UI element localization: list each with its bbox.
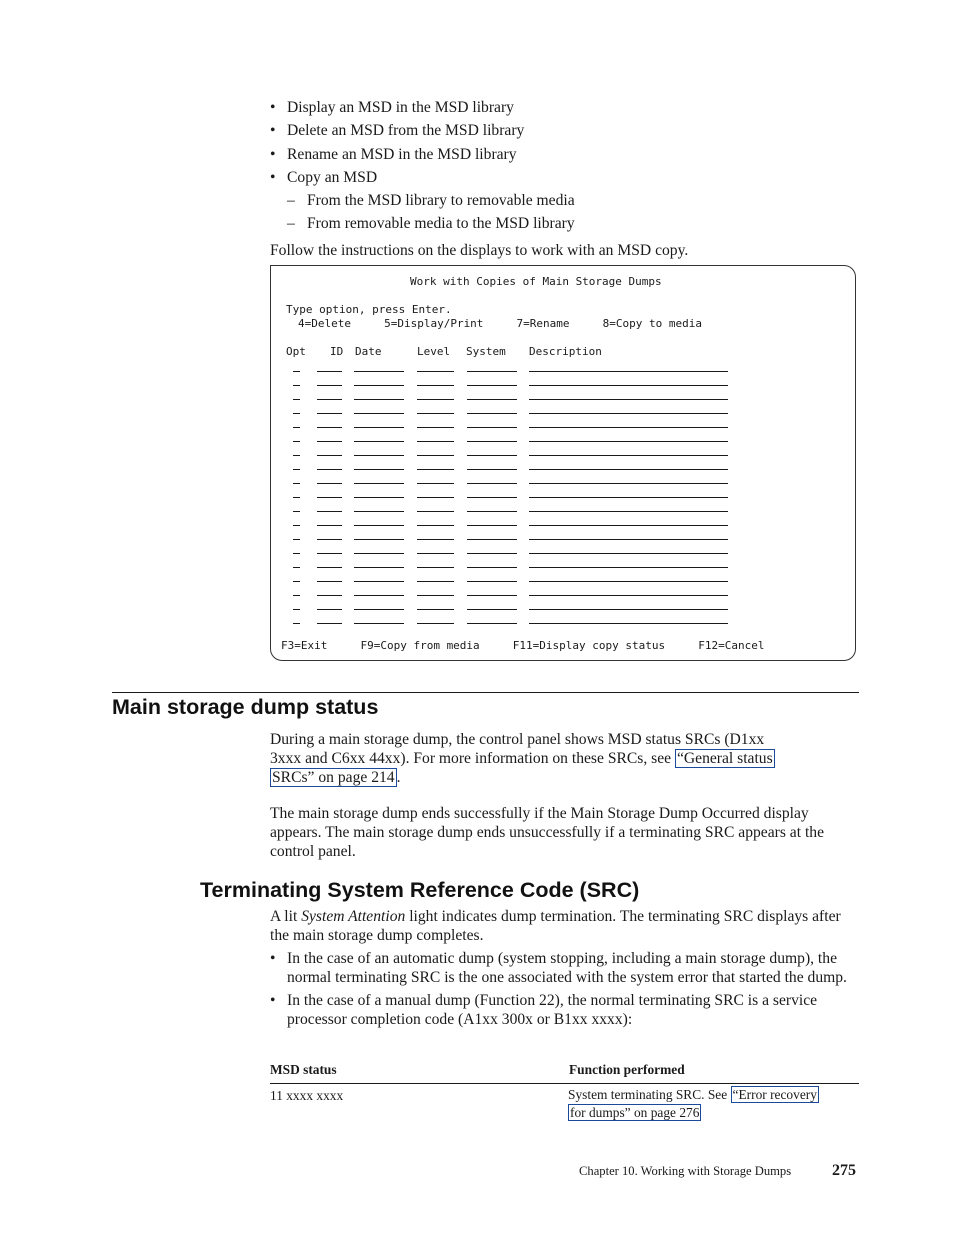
date-field [354,413,404,414]
list-item: • In the case of an automatic dump (system stopping, including a main storage dump), the normal terminating SRC is the one associated with the system error that started the dump. [270,950,860,988]
description-field [529,385,728,386]
dash-marker: – [287,192,295,210]
date-field [354,595,404,596]
date-field [354,371,404,372]
level-field [417,483,454,484]
opt-field [293,511,300,512]
id-field [317,581,342,582]
opt-field [293,623,300,624]
table-header-function: Function performed [569,1062,685,1077]
level-field [417,497,454,498]
id-field [317,427,342,428]
list-item: • Copy an MSD [270,166,575,189]
msd-task-list [270,96,575,236]
description-field [529,609,728,610]
system-field [467,441,517,442]
description-field [529,427,728,428]
date-field [354,441,404,442]
description-field [529,623,728,624]
date-field [354,497,404,498]
table-header-msd-status: MSD status [270,1062,337,1077]
list-item: • Rename an MSD in the MSD library [270,143,575,166]
opt-field [293,385,300,386]
level-field [417,609,454,610]
opt-field [293,413,300,414]
list-item: • Display an MSD in the MSD library [270,96,575,119]
col-header-system: System [466,345,506,358]
table-cell-function [568,1086,860,1121]
id-field [317,539,342,540]
system-field [467,623,517,624]
level-field [417,371,454,372]
level-field [417,567,454,568]
col-header-level: Level [417,345,451,358]
link-error-recovery-page[interactable]: for dumps” on page 276 [570,1104,700,1120]
system-field [467,595,517,596]
level-field [417,581,454,582]
link-general-status[interactable]: “General status [676,749,773,767]
system-field [467,455,517,456]
dump-type-list [270,950,860,1034]
date-field [354,427,404,428]
description-field [529,483,728,484]
screen-options: 4=Delete 5=Display/Print 7=Rename 8=Copy to media [298,317,702,330]
date-field [354,623,404,624]
date-field [354,609,404,610]
subsection-heading: Terminating System Reference Code (SRC) [200,878,640,902]
system-field [467,399,517,400]
date-field [354,567,404,568]
level-field [417,413,454,414]
system-field [467,371,517,372]
opt-field [293,609,300,610]
level-field [417,469,454,470]
id-field [317,441,342,442]
date-field [354,455,404,456]
link-error-recovery[interactable]: “Error recovery [732,1087,817,1102]
opt-field [293,427,300,428]
date-field [354,385,404,386]
description-field [529,497,728,498]
system-field [467,539,517,540]
opt-field [293,371,300,372]
text: A lit [270,908,302,925]
system-field [467,385,517,386]
level-field [417,511,454,512]
list-item: • In the case of a manual dump (Function 22), the normal terminating SRC is a service processor completion code (A1xx 300x or B1xx xxxx): [270,992,860,1030]
col-header-opt: Opt [286,345,306,358]
description-field [529,581,728,582]
screen-title: Work with Copies of Main Storage Dumps [410,275,662,288]
sub-list-item [270,212,575,235]
id-field [317,371,342,372]
id-field [317,399,342,400]
level-field [417,455,454,456]
opt-field [293,469,300,470]
function-keys: F3=Exit F9=Copy from media F11=Display copy status F12=Cancel [281,639,765,652]
link-general-status-page[interactable]: SRCs” on page 214 [272,768,395,786]
system-field [467,469,517,470]
system-field [467,553,517,554]
opt-field [293,497,300,498]
italic-term: System Attention [301,908,406,925]
system-field [467,609,517,610]
description-field [529,441,728,442]
text: 3xxx and C6xx 44xx). For more information on these SRCs, see [270,749,675,767]
opt-field [293,595,300,596]
date-field [354,553,404,554]
description-field [529,595,728,596]
opt-field [293,581,300,582]
paragraph: The main storage dump ends successfully if the Main Storage Dump Occurred display appears. The main storage dump ends unsuccessfully if a terminating SRC appears at the control panel. [270,805,825,860]
description-field [529,511,728,512]
description-field [529,469,728,470]
text: System terminating SRC. See [568,1087,731,1102]
date-field [354,581,404,582]
description-field [529,553,728,554]
footer-chapter: Chapter 10. Working with Storage Dumps [579,1164,792,1178]
opt-field [293,441,300,442]
system-field [467,525,517,526]
date-field [354,469,404,470]
level-field [417,441,454,442]
paragraph [270,731,860,787]
sub-item-text: From removable media to the MSD library [307,215,575,233]
col-header-description: Description [529,345,602,358]
id-field [317,385,342,386]
system-field [467,511,517,512]
opt-field [293,567,300,568]
sub-list-item [270,189,575,212]
date-field [354,483,404,484]
paragraph [270,908,860,946]
opt-field [293,539,300,540]
description-field [529,455,728,456]
id-field [317,469,342,470]
level-field [417,385,454,386]
col-header-date: Date [355,345,382,358]
description-field [529,413,728,414]
opt-field [293,553,300,554]
text: . [396,768,401,786]
text: light indicates dump termination. The terminating SRC displays after the main storage dump completes. [270,908,841,944]
text: During a main storage dump, the control panel shows MSD status SRCs (D1xx [270,731,765,748]
level-field [417,399,454,400]
opt-field [293,399,300,400]
system-field [467,567,517,568]
system-field [467,413,517,414]
id-field [317,497,342,498]
level-field [417,623,454,624]
opt-field [293,483,300,484]
id-field [317,511,342,512]
system-field [467,581,517,582]
section-rule [112,692,859,693]
level-field [417,525,454,526]
sub-item-text: From the MSD library to removable media [307,192,575,210]
description-field [529,539,728,540]
system-field [467,497,517,498]
level-field [417,539,454,540]
level-field [417,553,454,554]
id-field [317,483,342,484]
id-field [317,567,342,568]
id-field [317,525,342,526]
dash-marker: – [287,215,295,233]
table-cell-msd-status: 11 xxxx xxxx [270,1088,344,1103]
description-field [529,567,728,568]
section-heading: Main storage dump status [112,695,379,719]
system-field [467,483,517,484]
opt-field [293,455,300,456]
follow-instructions-text: Follow the instructions on the displays to work with an MSD copy. [270,242,689,259]
screen-instruction: Type option, press Enter. [286,303,452,316]
system-field [467,427,517,428]
page-number: 275 [832,1162,856,1179]
date-field [354,525,404,526]
date-field [354,539,404,540]
level-field [417,595,454,596]
id-field [317,553,342,554]
table-rule [270,1083,859,1084]
id-field [317,609,342,610]
description-field [529,525,728,526]
description-field [529,371,728,372]
id-field [317,413,342,414]
opt-field [293,525,300,526]
date-field [354,511,404,512]
description-field [529,399,728,400]
level-field [417,427,454,428]
id-field [317,595,342,596]
date-field [354,399,404,400]
id-field [317,455,342,456]
id-field [317,623,342,624]
list-item: • Delete an MSD from the MSD library [270,119,575,142]
col-header-id: ID [330,345,344,358]
